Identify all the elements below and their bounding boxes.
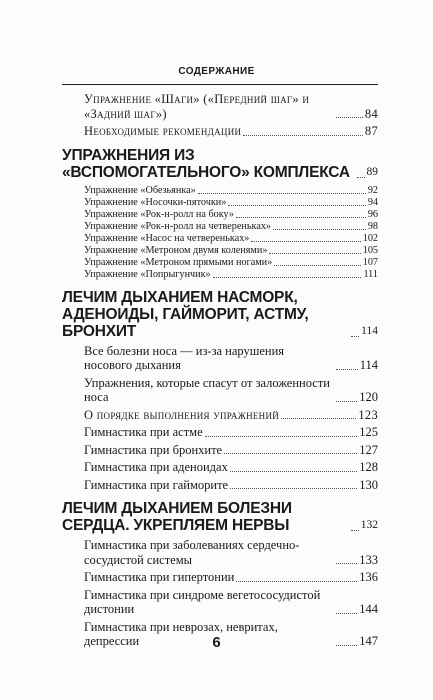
entry-title: Гимнастика при неврозах, невритах, депрессии bbox=[84, 619, 278, 648]
leader-dots bbox=[230, 471, 357, 472]
toc-entry[interactable] bbox=[62, 92, 378, 121]
entry-page-number: 87 bbox=[364, 124, 378, 138]
entry-title: Упражнение «Рок-н-ролл на четвереньках» bbox=[84, 220, 272, 232]
entry-page-number: 133 bbox=[359, 552, 378, 567]
leader-dots bbox=[336, 563, 357, 564]
entry-title: Упражнение «Обезьянка» bbox=[84, 184, 196, 196]
entry-title: Упражнение «Попрыгунчик» bbox=[84, 268, 211, 280]
toc-entry[interactable] bbox=[62, 269, 378, 281]
header-rule bbox=[62, 84, 378, 85]
entry-title: Упражнение «Насос на четвереньках» bbox=[84, 232, 250, 244]
entry-title: Гимнастика при астме bbox=[84, 425, 203, 439]
entry-page-number: 114 bbox=[359, 358, 378, 372]
toc-entry[interactable] bbox=[62, 209, 378, 221]
toc-entry[interactable] bbox=[62, 588, 378, 617]
entry-page-number: 102 bbox=[362, 232, 378, 244]
entry-title: Гимнастика при аденоидах bbox=[84, 460, 228, 474]
entry-page-number: 96 bbox=[367, 208, 378, 220]
entry-page-number: 127 bbox=[359, 442, 378, 457]
entry-title: Упражнение «Носочки-пяточки» bbox=[84, 196, 227, 208]
entry-page-number: 105 bbox=[362, 244, 378, 256]
leader-dots bbox=[336, 117, 363, 118]
toc-entry[interactable] bbox=[62, 538, 378, 567]
entry-title: Упражнение «Шаги» («Передний шаг» и «Задний шаг») bbox=[84, 92, 310, 121]
toc-entry[interactable] bbox=[62, 460, 378, 475]
toc-entry[interactable] bbox=[62, 185, 378, 197]
section-page-number: 132 bbox=[360, 519, 378, 531]
leader-dots bbox=[230, 488, 357, 489]
toc-entry[interactable] bbox=[62, 478, 378, 493]
toc-entry[interactable] bbox=[62, 443, 378, 458]
toc-entry[interactable] bbox=[62, 233, 378, 245]
toc-entry[interactable] bbox=[62, 376, 378, 405]
entry-page-number: 84 bbox=[364, 106, 378, 121]
section-title: УПРАЖНЕНИЯ ИЗ «ВСПОМОГАТЕЛЬНОГО» КОМПЛЕКСА bbox=[62, 146, 350, 181]
toc-entry[interactable] bbox=[62, 124, 378, 139]
leader-dots bbox=[351, 336, 359, 337]
leader-dots bbox=[351, 530, 359, 531]
section-title: ЛЕЧИМ ДЫХАНИЕМ БОЛЕЗНИ СЕРДЦА. УКРЕПЛЯЕМ НЕРВЫ bbox=[62, 500, 292, 534]
leader-dots bbox=[274, 265, 360, 266]
entry-title: Гимнастика при гипертонии bbox=[84, 570, 235, 584]
entry-page-number: 123 bbox=[358, 407, 378, 422]
leader-dots bbox=[236, 581, 357, 582]
entry-page-number: 111 bbox=[363, 268, 378, 280]
leader-dots bbox=[336, 401, 357, 402]
section-title: ЛЕЧИМ ДЫХАНИЕМ НАСМОРК, АДЕНОИДЫ, ГАЙМОРИТ, АСТМУ, БРОНХИТ bbox=[62, 288, 309, 340]
entry-page-number: 136 bbox=[359, 570, 378, 584]
toc-section-heading[interactable] bbox=[62, 500, 378, 534]
leader-dots bbox=[336, 369, 358, 370]
entry-title: Гимнастика при бронхите bbox=[84, 442, 223, 457]
leader-dots bbox=[243, 135, 363, 136]
entry-page-number: 130 bbox=[359, 477, 378, 492]
toc-entry[interactable] bbox=[62, 408, 378, 423]
entry-title: Гимнастика при гайморите bbox=[84, 477, 229, 492]
entry-title: Упражнения, которые спасут от заложенности носа bbox=[84, 375, 330, 404]
entry-page-number: 107 bbox=[362, 256, 378, 268]
leader-dots bbox=[336, 613, 357, 614]
leader-dots bbox=[281, 418, 356, 419]
entry-page-number: 98 bbox=[367, 220, 378, 232]
toc-section-heading[interactable] bbox=[62, 147, 378, 181]
entry-page-number: 120 bbox=[359, 390, 378, 404]
toc-entry[interactable] bbox=[62, 570, 378, 585]
table-of-contents bbox=[62, 92, 378, 652]
entry-page-number: 147 bbox=[359, 634, 378, 648]
entry-title: Гимнастика при заболеваниях сердечно-сосудистой системы bbox=[84, 538, 300, 567]
toc-entry[interactable] bbox=[62, 425, 378, 440]
entry-title: Упражнение «Метроном прямыми ногами» bbox=[84, 256, 273, 268]
page-number: 6 bbox=[212, 634, 221, 651]
leader-dots bbox=[198, 193, 366, 194]
toc-entry[interactable] bbox=[62, 197, 378, 209]
entry-page-number: 94 bbox=[367, 196, 378, 208]
entry-title: Необходимые рекомендации bbox=[84, 124, 242, 138]
running-header: СОДЕРЖАНИЕ bbox=[178, 66, 255, 77]
leader-dots bbox=[213, 277, 362, 278]
section-page-number: 89 bbox=[366, 165, 378, 178]
leader-dots bbox=[205, 436, 358, 437]
entry-page-number: 92 bbox=[367, 184, 378, 196]
entry-title: Упражнение «Рок-н-ролл на боку» bbox=[84, 208, 234, 220]
leader-dots bbox=[228, 205, 365, 206]
entry-title: Упражнение «Метроном двумя коленями» bbox=[84, 244, 268, 256]
entry-title: О порядке выполнения упражнений bbox=[84, 407, 280, 422]
entry-page-number: 128 bbox=[359, 460, 378, 474]
toc-entry[interactable] bbox=[62, 245, 378, 257]
entry-title: Все болезни носа — из-за нарушения носового дыхания bbox=[84, 343, 285, 372]
section-page-number: 114 bbox=[361, 324, 378, 337]
entry-title: Гимнастика при синдроме вегетососудистой дистонии bbox=[84, 587, 321, 616]
entry-page-number: 125 bbox=[359, 425, 378, 439]
leader-dots bbox=[236, 217, 366, 218]
leader-dots bbox=[273, 229, 366, 230]
leader-dots bbox=[251, 241, 360, 242]
toc-entry[interactable] bbox=[62, 221, 378, 233]
leader-dots bbox=[224, 453, 357, 454]
entry-page-number: 144 bbox=[359, 602, 378, 616]
leader-dots bbox=[269, 253, 360, 254]
leader-dots bbox=[357, 177, 365, 178]
toc-entry[interactable] bbox=[62, 344, 378, 373]
toc-section-heading[interactable] bbox=[62, 289, 378, 340]
toc-entry[interactable] bbox=[62, 257, 378, 269]
